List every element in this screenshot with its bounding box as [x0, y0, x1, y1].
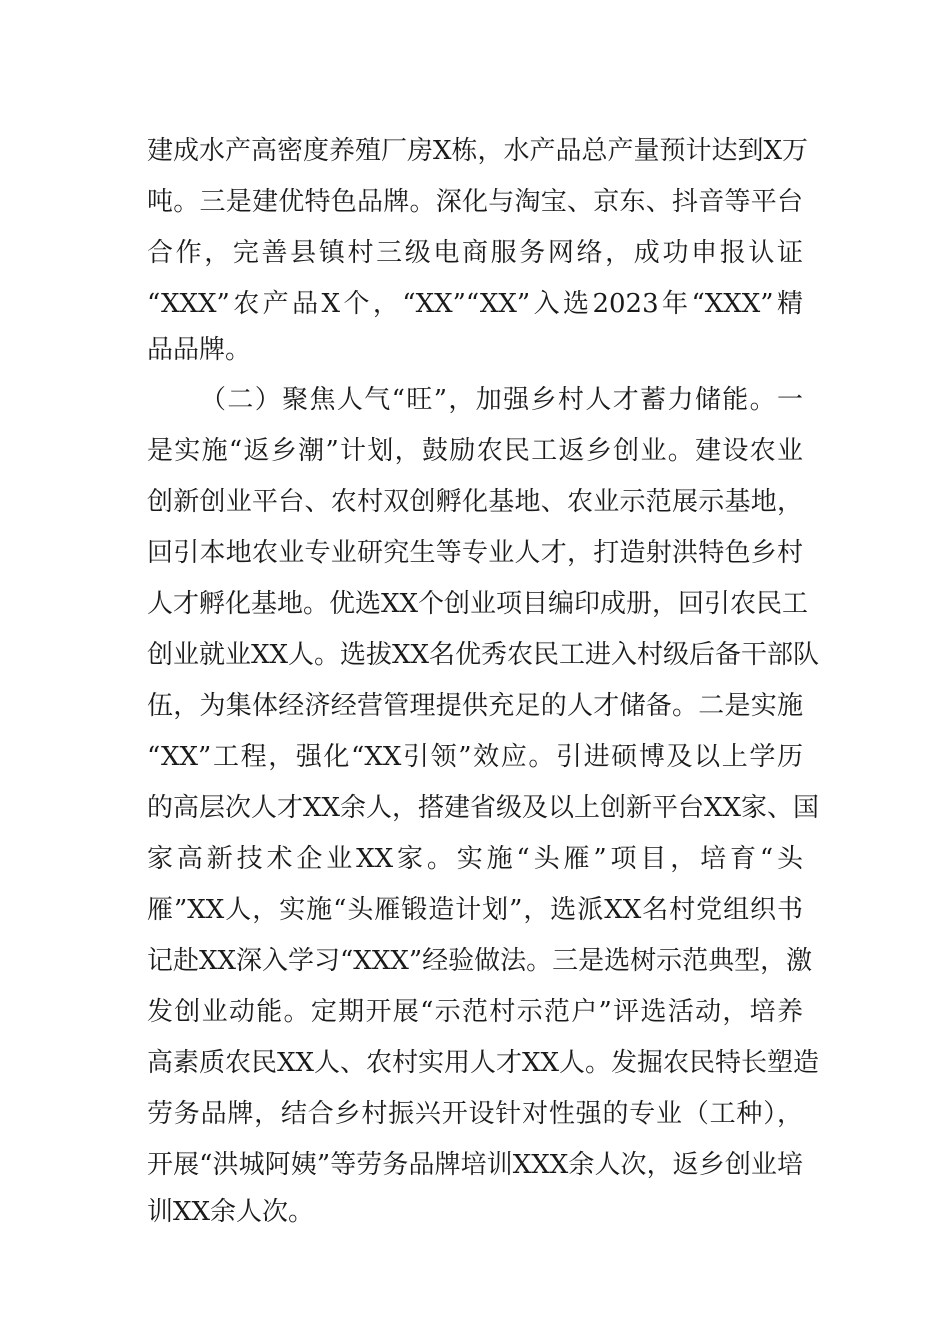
- text-line: 人才孵化基地。优选XX个创业项目编印成册，回引农民工: [147, 589, 809, 619]
- text-line: “XX”工程，强化“XX引领”效应。引进硕博及以上学历: [147, 742, 803, 772]
- text-line: 雁”XX人，实施“头雁锻造计划”，选派XX名村党组织书: [147, 895, 803, 925]
- paragraph-heading-line: （二）聚焦人气“旺”，加强乡村人才蓄力储能。一: [200, 385, 803, 415]
- text-line: 合作，完善县镇村三级电商服务网络，成功申报认证: [147, 238, 803, 268]
- text-line: 训XX余人次。: [147, 1197, 315, 1227]
- text-line: 开展“洪城阿姨”等劳务品牌培训XXX余人次，返乡创业培: [147, 1150, 803, 1180]
- text-line: 的高层次人才XX余人，搭建省级及以上创新平台XX家、国: [147, 793, 820, 823]
- text-line: 劳务品牌，结合乡村振兴开设针对性强的专业（工种），: [147, 1099, 803, 1129]
- text-line: 记赴XX深入学习“XXX”经验做法。三是选树示范典型，激: [147, 946, 813, 976]
- text-line: 高素质农民XX人、农村实用人才XX人。发掘农民特长塑造: [147, 1048, 820, 1078]
- text-line: 品品牌。: [147, 335, 252, 365]
- text-line: 吨。三是建优特色品牌。深化与淘宝、京东、抖音等平台: [147, 187, 803, 217]
- text-line: 回引本地农业专业研究生等专业人才，打造射洪特色乡村: [147, 538, 803, 568]
- text-line: “XXX”农产品X个，“XX”“XX”入选2023年“XXX”精: [147, 289, 803, 319]
- text-line: 发创业动能。定期开展“示范村示范户”评选活动，培养: [147, 997, 803, 1027]
- text-line: 创业就业XX人。选拔XX名优秀农民工进入村级后备干部队: [147, 640, 820, 670]
- text-line: 是实施“返乡潮”计划，鼓励农民工返乡创业。建设农业: [147, 436, 803, 466]
- text-line: 伍，为集体经济经营管理提供充足的人才储备。二是实施: [147, 691, 803, 721]
- text-line: 家高新技术企业XX家。实施“头雁”项目，培育“头: [147, 844, 803, 874]
- text-line: 建成水产高密度养殖厂房X栋，水产品总产量预计达到X万: [147, 136, 809, 166]
- text-line: 创新创业平台、农村双创孵化基地、农业示范展示基地，: [147, 487, 803, 517]
